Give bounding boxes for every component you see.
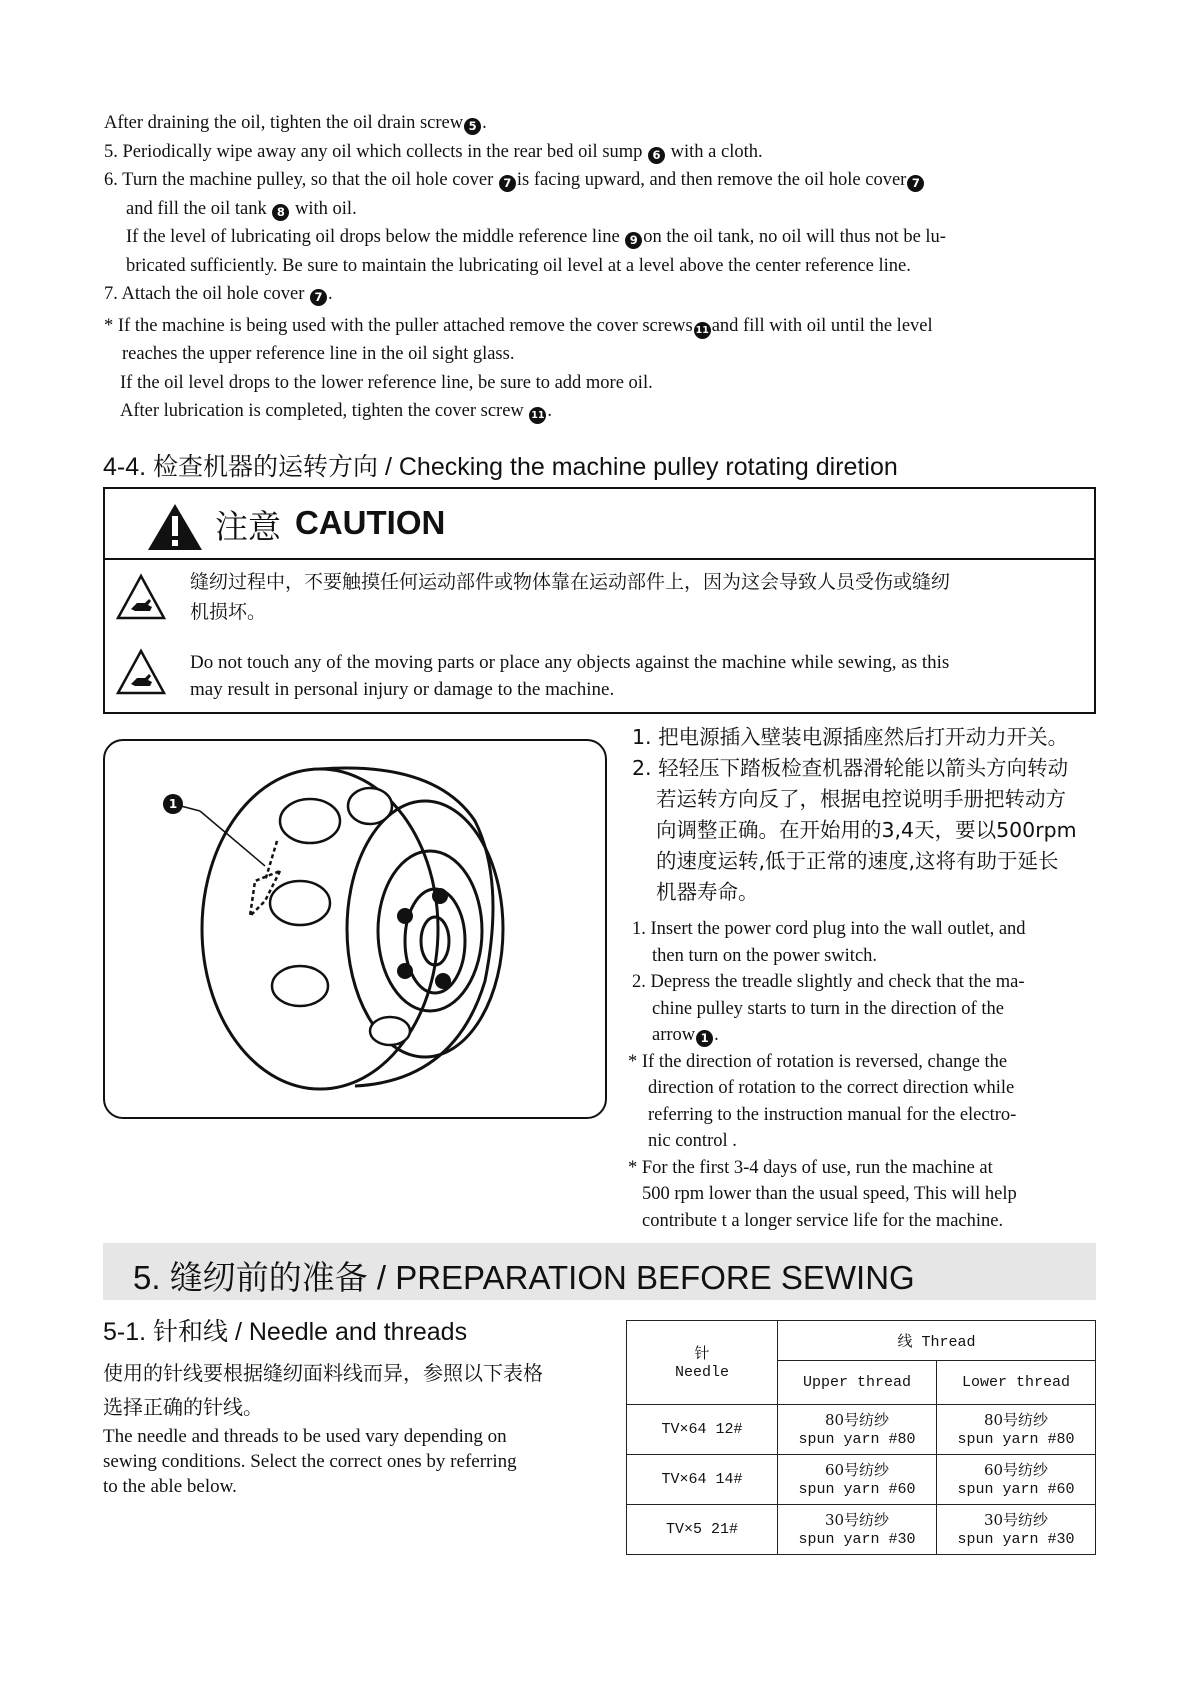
caution-header	[105, 489, 1094, 560]
intro-line-5: If the level of lubricating oil drops below the middle reference line 9 on the oil tank, no oil will thus not be lu-	[126, 227, 946, 247]
intro-line-11: After lubrication is completed, tighten the cover screw 11 .	[104, 397, 946, 426]
caution-title-cn: 注意	[215, 507, 281, 546]
steps-en: 1. Insert the power cord plug into the wall outlet, and then turn on the power switch. 2. Depress the treadle slightly and check that the ma- chine pulley starts to turn in the direction of the arrow 1 . * If the direction of rotation is reversed, change the direction of rotation to the correct direction while referring to the instruction manual for the electro- nic control . * For the first 3-4 days of use, run the machine at 500 rpm lower than the usual speed, This will help contribute t a longer service life for the machine.	[628, 919, 1026, 1231]
section-4-4-title: 4-4. 检查机器的运转方向 / Checking the machine pulley rotating diretion	[103, 453, 898, 481]
steps-cn: 1. 把电源插入壁装电源插座然后打开动力开关。 2. 轻轻压下踏板检查机器滑轮能以箭头方向转动 若运转方向反了，根据电控说明手册把转动方 向调整正确。在开始用的3,4天，要以500rpm 的速度运转,低于正常的速度,这将有助于延长 机器寿命。	[632, 725, 1077, 904]
intro-line-8: * If the machine is being used with the puller attached remove the cover screws 11 and fill with oil until the level	[104, 312, 946, 341]
table-row: TV×64 12# 80号纺纱 spun yarn #80 80号纺纱 spun yarn #80	[627, 1405, 1096, 1455]
marker-11: 11	[694, 322, 711, 339]
marker-7c: 7	[310, 289, 327, 306]
intro-line-4: and fill the oil tank 8 with oil.	[126, 198, 357, 219]
needle-thread-table	[626, 1320, 1096, 1555]
table-row: TV×64 14# 60号纺纱 spun yarn #60 60号纺纱 spun yarn #60	[627, 1455, 1096, 1505]
needle-header: 针 Needle	[627, 1321, 778, 1405]
callout-1: 1	[163, 794, 183, 814]
caution-cn-text: 缝纫过程中，不要触摸任何运动部件或物体靠在运动部件上，因为这会导致人员受伤或缝纫 机损坏。	[190, 571, 951, 623]
lower-thread-header: Lower thread	[937, 1361, 1096, 1405]
intro-line-2: 5. Periodically wipe away any oil which collects in the rear bed oil sump 6 with a cloth.	[104, 141, 763, 162]
section-5-1-title: 5-1. 针和线 / Needle and threads	[103, 1318, 468, 1346]
marker-5: 5	[464, 118, 481, 135]
marker-11b: 11	[529, 407, 546, 424]
intro-text	[104, 109, 946, 426]
upper-thread-header: Upper thread	[778, 1361, 937, 1405]
hand-warning-icon-2	[115, 648, 167, 696]
thread-header: 线 Thread	[778, 1321, 1096, 1361]
caution-title-en: CAUTION	[295, 504, 446, 541]
marker-7: 7	[499, 175, 516, 192]
intro-line-6: bricated sufficiently. Be sure to maintain the lubricating oil level at a level above the center reference line.	[126, 255, 911, 276]
marker-7b: 7	[907, 175, 924, 192]
caution-en-text: Do not touch any of the moving parts or place any objects against the machine while sewing, as this may result in personal injury or damage to the machine.	[190, 652, 950, 700]
caution-box	[103, 487, 1096, 714]
intro-line-1: After draining the oil, tighten the oil drain screw 5 .	[104, 113, 487, 133]
section-5-banner	[103, 1243, 1096, 1300]
marker-arrow-1: 1	[696, 1030, 713, 1047]
intro-line-10: If the oil level drops to the lower reference line, be sure to add more oil.	[120, 372, 653, 393]
intro-line-9: reaches the upper reference line in the oil sight glass.	[122, 344, 515, 364]
hand-warning-icon	[115, 573, 167, 621]
pulley-figure	[103, 739, 607, 1119]
warning-triangle-icon	[146, 502, 204, 552]
marker-9: 9	[625, 232, 642, 249]
intro-line-7: 7. Attach the oil hole cover 7 .	[104, 284, 333, 304]
section-5-1-cn: 使用的针线要根据缝纫面料线而异，参照以下表格 选择正确的针线。	[103, 1361, 543, 1419]
marker-8: 8	[272, 204, 289, 221]
table-row: TV×5 21# 30号纺纱 spun yarn #30 30号纺纱 spun yarn #30	[627, 1505, 1096, 1555]
section-5-title: 5. 缝纫前的准备 / PREPARATION BEFORE SEWING	[133, 1259, 915, 1296]
intro-line-3: 6. Turn the machine pulley, so that the oil hole cover 7 is facing upward, and then remove the oil hole cover 7	[104, 166, 946, 195]
section-5-1-en: The needle and threads to be used vary depending on sewing conditions. Select the correct ones by referring to the able below.	[103, 1426, 517, 1497]
marker-6: 6	[648, 147, 665, 164]
